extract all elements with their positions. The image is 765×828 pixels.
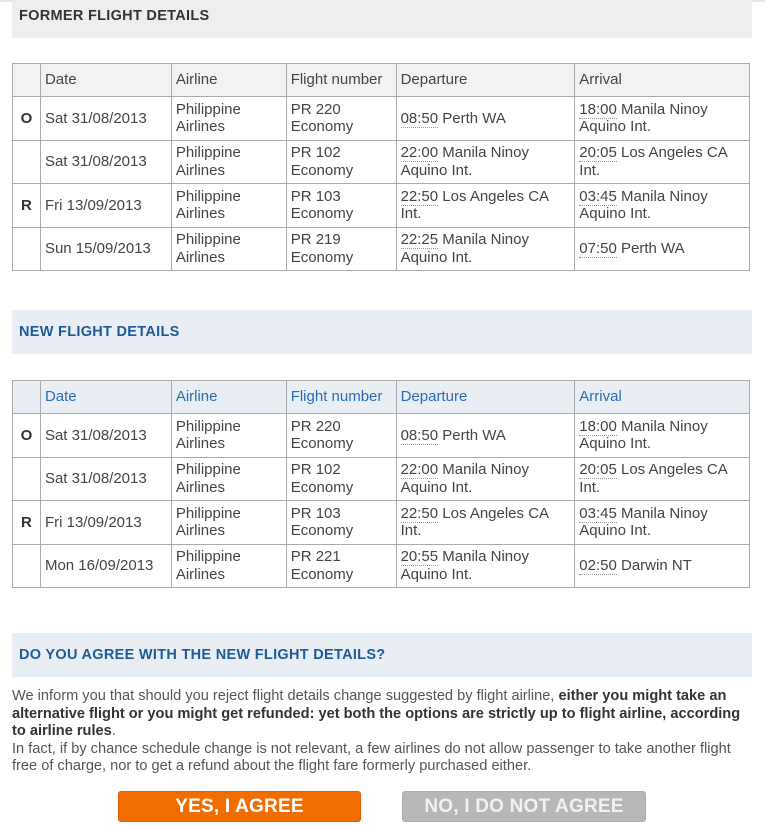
flight-row bbox=[13, 97, 750, 141]
flight-number-header: Flight number bbox=[286, 64, 396, 97]
new-flight-table bbox=[12, 380, 750, 588]
arrival-place: Perth WA bbox=[616, 240, 685, 257]
arrival-place-cont: Aquino Int. bbox=[579, 435, 651, 453]
agree-button[interactable]: YES, I AGREE bbox=[118, 791, 361, 822]
departure-place: Manila Ninoy bbox=[438, 461, 529, 479]
arrival-place-cont: Aquino Int. bbox=[579, 118, 651, 136]
flight-departure bbox=[396, 140, 575, 184]
airline-line-1: Philippine bbox=[175, 417, 241, 435]
departure-place: Manila Ninoy bbox=[438, 231, 529, 249]
direction-marker bbox=[13, 544, 41, 588]
flight-class: Economy bbox=[290, 522, 354, 540]
flight-number bbox=[286, 227, 396, 271]
date-header: Date bbox=[40, 64, 171, 97]
former-flight-details-header: FORMER FLIGHT DETAILS bbox=[12, 0, 752, 38]
notice-text-bold: either you might take an alternative flight or you might get refunded: yet both the options are strictly up to flight airline, according to airline rules bbox=[12, 688, 741, 740]
departure-place-cont: Aquino Int. bbox=[400, 565, 473, 583]
departure-place: Los Angeles CA bbox=[438, 187, 550, 205]
arrival-time: 18:00 bbox=[579, 100, 617, 118]
flight-code: PR 102 bbox=[290, 144, 341, 162]
flight-number bbox=[286, 97, 396, 141]
arrival-place: Manila Ninoy bbox=[616, 417, 708, 435]
table-header-row bbox=[13, 64, 750, 97]
flight-date: Sat 31/08/2013 bbox=[40, 414, 171, 458]
airline-line-1: Philippine bbox=[175, 100, 241, 118]
flight-departure bbox=[396, 97, 575, 141]
flight-date: Sun 15/09/2013 bbox=[40, 227, 171, 271]
new-flight-details-header: NEW FLIGHT DETAILS bbox=[12, 310, 752, 354]
arrival-place-cont: Int. bbox=[579, 478, 601, 496]
flight-date: Sat 31/08/2013 bbox=[40, 97, 171, 141]
flight-class: Economy bbox=[290, 161, 354, 179]
flight-code: PR 102 bbox=[290, 461, 341, 479]
direction-header bbox=[13, 64, 41, 97]
flight-date: Sat 31/08/2013 bbox=[40, 457, 171, 501]
flight-number bbox=[286, 140, 396, 184]
direction-marker: R bbox=[13, 501, 41, 545]
flight-date: Sat 31/08/2013 bbox=[40, 140, 171, 184]
agree-question-header: DO YOU AGREE WITH THE NEW FLIGHT DETAILS? bbox=[12, 633, 752, 677]
refund-notice bbox=[12, 688, 747, 776]
flight-airline bbox=[171, 97, 286, 141]
flight-arrival bbox=[575, 227, 750, 271]
airline-line-2: Airlines bbox=[175, 565, 225, 583]
flight-row bbox=[13, 501, 750, 545]
departure-time: 22:00 bbox=[400, 461, 439, 479]
arrival-place: Los Angeles CA bbox=[616, 144, 728, 162]
airline-line-2: Airlines bbox=[175, 435, 225, 453]
arrival-time: 03:45 bbox=[579, 504, 617, 522]
flight-date: Fri 13/09/2013 bbox=[40, 184, 171, 228]
departure-time: 22:25 bbox=[400, 231, 439, 249]
flight-number-header: Flight number bbox=[286, 381, 396, 414]
arrival-time: 20:05 bbox=[579, 461, 617, 479]
departure-place-cont: Int. bbox=[400, 205, 422, 223]
flight-arrival bbox=[575, 544, 750, 588]
flight-departure bbox=[396, 544, 575, 588]
departure-place: Manila Ninoy bbox=[438, 548, 529, 566]
airline-line-1: Philippine bbox=[175, 548, 241, 566]
arrival-place: Darwin NT bbox=[616, 557, 692, 574]
flight-arrival bbox=[575, 457, 750, 501]
direction-marker bbox=[13, 457, 41, 501]
flight-number bbox=[286, 501, 396, 545]
direction-marker: O bbox=[13, 414, 41, 458]
flight-class: Economy bbox=[290, 205, 354, 223]
arrival-time: 20:05 bbox=[579, 144, 617, 162]
flight-code: PR 221 bbox=[290, 548, 341, 566]
airline-line-1: Philippine bbox=[175, 231, 241, 249]
direction-header bbox=[13, 381, 41, 414]
airline-line-1: Philippine bbox=[175, 504, 241, 522]
arrival-time: 02:50 bbox=[579, 557, 617, 574]
arrival-place: Manila Ninoy bbox=[616, 504, 708, 522]
flight-departure bbox=[396, 457, 575, 501]
flight-airline bbox=[171, 140, 286, 184]
flight-row bbox=[13, 544, 750, 588]
departure-place: Perth WA bbox=[438, 426, 506, 444]
arrival-place-cont: Aquino Int. bbox=[579, 522, 651, 540]
flight-arrival bbox=[575, 140, 750, 184]
flight-row bbox=[13, 457, 750, 501]
flight-number bbox=[286, 414, 396, 458]
flight-arrival bbox=[575, 97, 750, 141]
notice-text-intro: We inform you that should you reject flight details change suggested by flight airline, bbox=[12, 688, 559, 704]
arrival-place: Manila Ninoy bbox=[616, 100, 708, 118]
flight-class: Economy bbox=[290, 565, 354, 583]
notice-text-detail: In fact, if by chance schedule change is not relevant, a few airlines do not allow passenger to take another flight free of charge, nor to get a refund about the flight fare formerly purchased either. bbox=[12, 740, 731, 775]
departure-header: Departure bbox=[396, 64, 575, 97]
flight-row bbox=[13, 227, 750, 271]
flight-departure bbox=[396, 501, 575, 545]
flight-date: Mon 16/09/2013 bbox=[40, 544, 171, 588]
airline-line-2: Airlines bbox=[175, 118, 225, 136]
disagree-button[interactable]: NO, I DO NOT AGREE bbox=[402, 791, 646, 822]
direction-marker bbox=[13, 140, 41, 184]
flight-row bbox=[13, 140, 750, 184]
departure-time: 22:50 bbox=[400, 504, 439, 522]
departure-time: 08:50 bbox=[400, 426, 439, 444]
notice-text-period: . bbox=[111, 723, 116, 740]
flight-number bbox=[286, 544, 396, 588]
arrival-place: Manila Ninoy bbox=[616, 187, 708, 205]
departure-place: Manila Ninoy bbox=[438, 144, 529, 162]
flight-code: PR 220 bbox=[290, 100, 341, 118]
flight-number bbox=[286, 184, 396, 228]
arrival-time: 07:50 bbox=[579, 240, 617, 257]
flight-class: Economy bbox=[290, 118, 354, 136]
airline-header: Airline bbox=[171, 64, 286, 97]
flight-row bbox=[13, 414, 750, 458]
flight-arrival bbox=[575, 414, 750, 458]
departure-header: Departure bbox=[396, 381, 575, 414]
flight-airline bbox=[171, 457, 286, 501]
flight-airline bbox=[171, 227, 286, 271]
departure-time: 22:50 bbox=[400, 187, 439, 205]
flight-airline bbox=[171, 184, 286, 228]
flight-row bbox=[13, 184, 750, 228]
departure-place-cont: Aquino Int. bbox=[400, 478, 473, 496]
flight-code: PR 219 bbox=[290, 231, 341, 249]
direction-marker: R bbox=[13, 184, 41, 228]
flight-arrival bbox=[575, 184, 750, 228]
flight-date: Fri 13/09/2013 bbox=[40, 501, 171, 545]
table-header-row bbox=[13, 381, 750, 414]
arrival-time: 18:00 bbox=[579, 417, 617, 435]
airline-line-2: Airlines bbox=[175, 478, 225, 496]
departure-place-cont: Int. bbox=[400, 522, 422, 540]
airline-line-1: Philippine bbox=[175, 461, 241, 479]
airline-line-1: Philippine bbox=[175, 144, 241, 162]
departure-time: 08:50 bbox=[400, 109, 439, 127]
departure-time: 22:00 bbox=[400, 144, 439, 162]
arrival-header: Arrival bbox=[575, 381, 750, 414]
flight-class: Economy bbox=[290, 478, 354, 496]
former-flight-table bbox=[12, 63, 750, 271]
flight-departure bbox=[396, 184, 575, 228]
departure-place-cont: Aquino Int. bbox=[400, 248, 473, 266]
flight-class: Economy bbox=[290, 435, 354, 453]
flight-airline bbox=[171, 544, 286, 588]
arrival-place-cont: Aquino Int. bbox=[579, 205, 651, 223]
airline-line-1: Philippine bbox=[175, 187, 241, 205]
airline-line-2: Airlines bbox=[175, 205, 225, 223]
arrival-place-cont: Int. bbox=[579, 161, 601, 179]
flight-airline bbox=[171, 501, 286, 545]
direction-marker bbox=[13, 227, 41, 271]
departure-place-cont: Aquino Int. bbox=[400, 161, 473, 179]
arrival-header: Arrival bbox=[575, 64, 750, 97]
airline-line-2: Airlines bbox=[175, 522, 225, 540]
flight-code: PR 103 bbox=[290, 504, 341, 522]
departure-place: Perth WA bbox=[438, 109, 506, 127]
flight-departure bbox=[396, 414, 575, 458]
flight-airline bbox=[171, 414, 286, 458]
arrival-time: 03:45 bbox=[579, 187, 617, 205]
departure-time: 20:55 bbox=[400, 548, 439, 566]
airline-line-2: Airlines bbox=[175, 161, 225, 179]
airline-header: Airline bbox=[171, 381, 286, 414]
flight-arrival bbox=[575, 501, 750, 545]
flight-code: PR 103 bbox=[290, 187, 341, 205]
date-header: Date bbox=[40, 381, 171, 414]
flight-departure bbox=[396, 227, 575, 271]
direction-marker: O bbox=[13, 97, 41, 141]
airline-line-2: Airlines bbox=[175, 248, 225, 266]
departure-place: Los Angeles CA bbox=[438, 504, 550, 522]
arrival-place: Los Angeles CA bbox=[616, 461, 728, 479]
flight-code: PR 220 bbox=[290, 417, 341, 435]
flight-number bbox=[286, 457, 396, 501]
flight-class: Economy bbox=[290, 248, 354, 266]
